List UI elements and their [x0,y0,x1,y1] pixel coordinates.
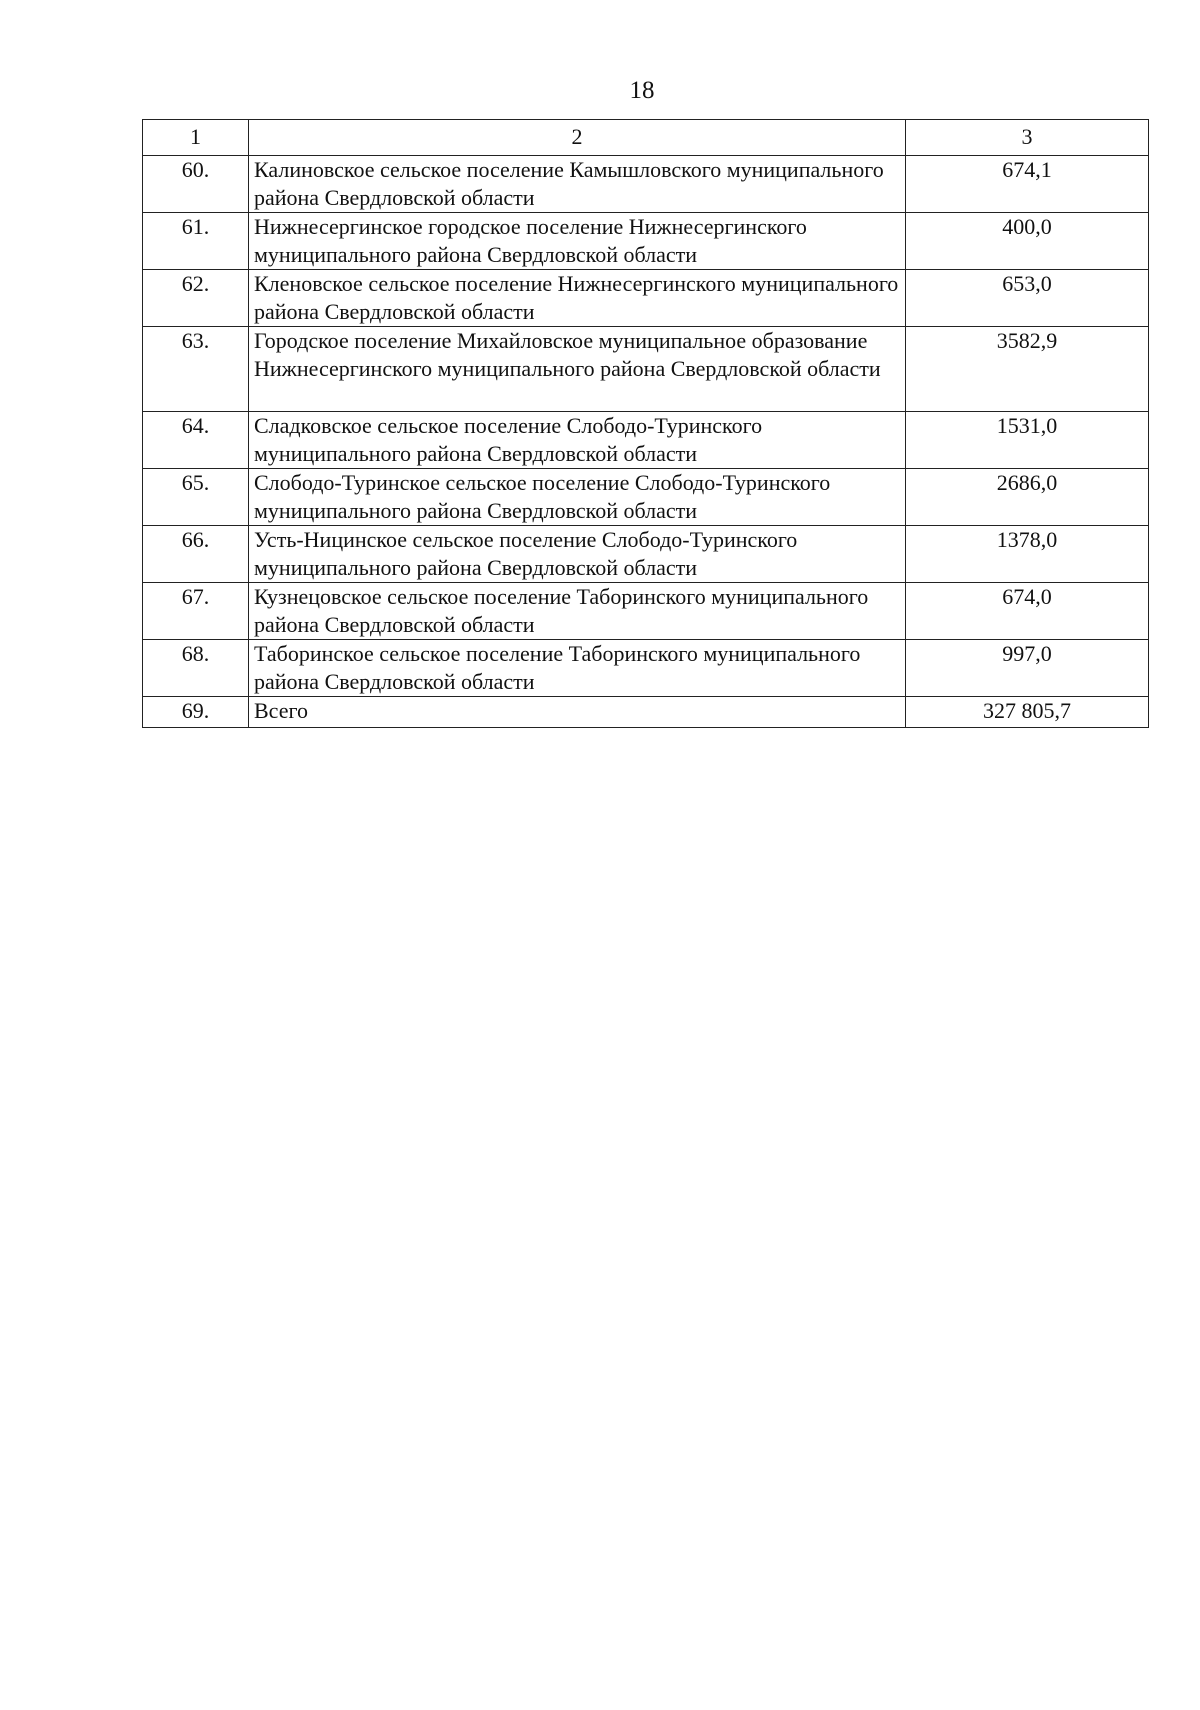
page-number: 18 [629,77,655,104]
table-row [143,640,1149,697]
amount-value: 400,0 [906,213,1149,270]
row-number: 62. [143,270,249,327]
amount-value: 653,0 [906,270,1149,327]
row-number: 67. [143,583,249,640]
table-row [143,327,1149,412]
amount-value: 1378,0 [906,526,1149,583]
settlement-name: Нижнесергинское городское поселение Нижнесергинского муниципального района Свердловской области [249,213,906,270]
row-number: 61. [143,213,249,270]
total-row [143,697,1149,728]
table-header-row [143,120,1149,156]
settlement-name: Таборинское сельское поселение Таборинского муниципального района Свердловской области [249,640,906,697]
settlement-name: Кузнецовское сельское поселение Таборинского муниципального района Свердловской области [249,583,906,640]
row-number: 65. [143,469,249,526]
amount-value: 674,0 [906,583,1149,640]
total-label: Всего [249,697,906,728]
table-row [143,583,1149,640]
row-number: 60. [143,156,249,213]
amount-value: 674,1 [906,156,1149,213]
row-number: 68. [143,640,249,697]
table-row [143,526,1149,583]
settlement-name: Кленовское сельское поселение Нижнесергинского муниципального района Свердловской области [249,270,906,327]
row-number: 63. [143,327,249,412]
data-table [142,119,1149,728]
row-number: 66. [143,526,249,583]
amount-value: 3582,9 [906,327,1149,412]
table-row [143,469,1149,526]
column-header-3: 3 [906,120,1149,156]
column-header-1: 1 [143,120,249,156]
settlement-name: Калиновское сельское поселение Камышловского муниципального района Свердловской области [249,156,906,213]
amount-value: 2686,0 [906,469,1149,526]
settlement-name: Слободо-Туринское сельское поселение Слободо-Туринского муниципального района Свердловской области [249,469,906,526]
table-row [143,412,1149,469]
row-number: 69. [143,697,249,728]
table-row [143,213,1149,270]
total-value: 327 805,7 [906,697,1149,728]
amount-value: 1531,0 [906,412,1149,469]
amount-value: 997,0 [906,640,1149,697]
column-header-2: 2 [249,120,906,156]
table-row [143,270,1149,327]
settlement-name: Сладковское сельское поселение Слободо-Туринского муниципального района Свердловской области [249,412,906,469]
row-number: 64. [143,412,249,469]
table-row [143,156,1149,213]
settlement-name: Усть-Ницинское сельское поселение Слободо-Туринского муниципального района Свердловской области [249,526,906,583]
settlement-name: Городское поселение Михайловское муниципальное образование Нижнесергинского муниципального района Свердловской области [249,327,906,412]
